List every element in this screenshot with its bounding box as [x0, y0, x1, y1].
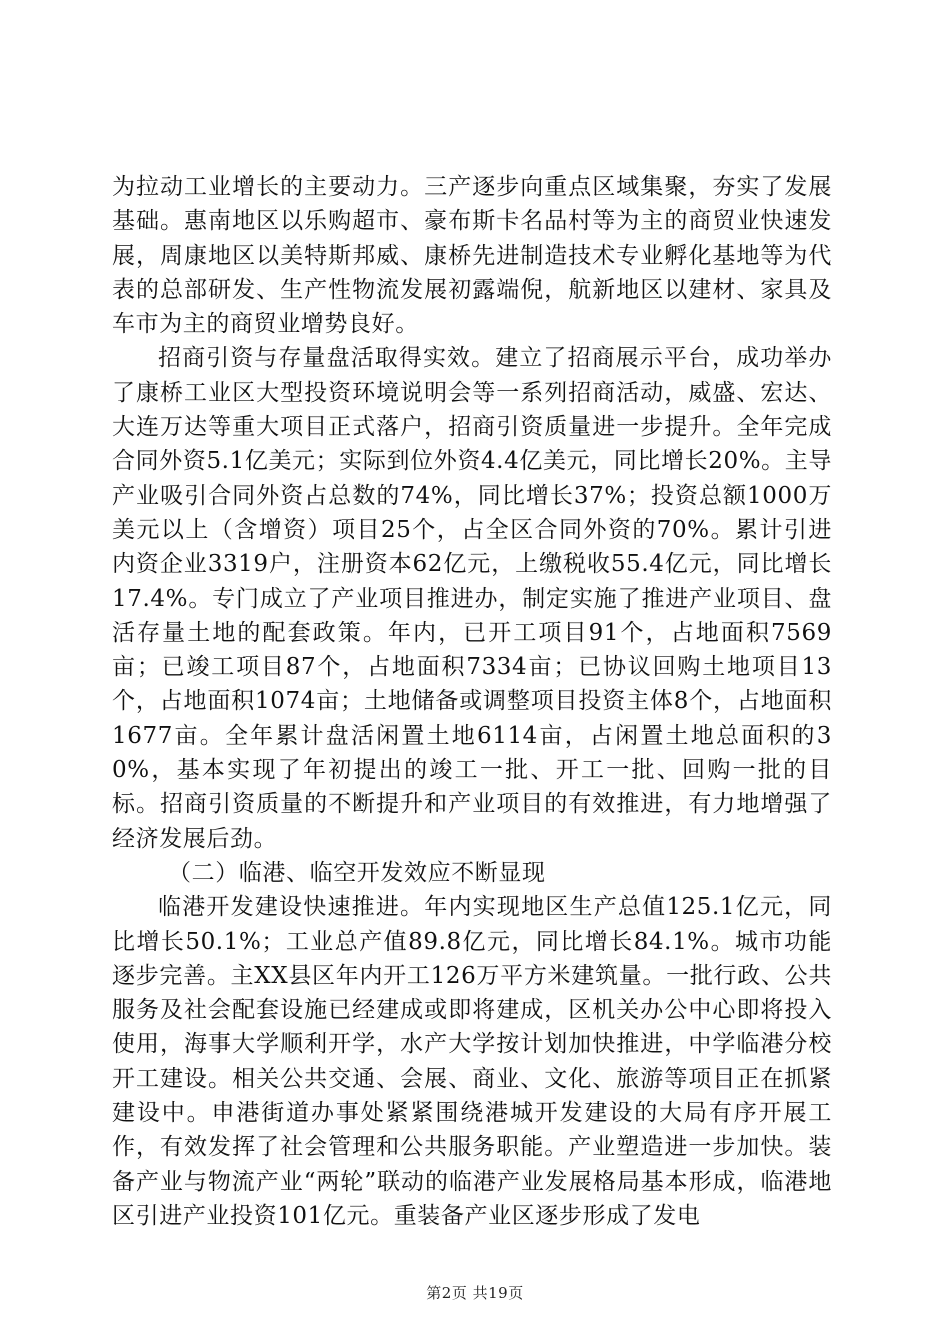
paragraph-continuation: 为拉动工业增长的主要动力。三产逐步向重点区域集聚，夯实了发展基础。惠南地区以乐购超市、豪布斯卡名品村等为主的商贸业快速发展，周康地区以美特斯邦威、康桥先进制造技术专业孵化基地等为代表的总部研发、生产性物流发展初露端倪，航新地区以建材、家具及车市为主的商贸业增势良好。 — [112, 174, 832, 338]
document-body — [112, 170, 832, 1233]
page-footer: 第2页 共19页 — [426, 1284, 524, 1302]
paragraph-investment: 招商引资与存量盘活取得实效。建立了招商展示平台，成功举办了康桥工业区大型投资环境说明会等一系列招商活动，威盛、宏达、大连万达等重大项目正式落户，招商引资质量进一步提升。全年完成合同外资5.1亿美元；实际到位外资4.4亿美元，同比增长20%。主导产业吸引合同外资占总数的74%，同比增长37%；投资总额1000万美元以上（含增资）项目25个，占全区合同外资的70%。累计引进内资企业3319户，注册资本62亿元，上缴税收55.4亿元，同比增长17.4%。专门成立了产业项目推进办，制定实施了推进产业项目、盘活存量土地的配套政策。年内，已开工项目91个，占地面积7569亩；已竣工项目87个，占地面积7334亩；已协议回购土地项目13个，占地面积1074亩；土地储备或调整项目投资主体8个，占地面积1677亩。全年累计盘活闲置土地6114亩，占闲置土地总面积的30%，基本实现了年初提出的竣工一批、开工一批、回购一批的目标。招商引资质量的不断提升和产业项目的有效推进，有力地增强了经济发展后劲。 — [112, 345, 832, 852]
section-heading: （二）临港、临空开发效应不断显现 — [168, 859, 546, 886]
paragraph-lingang: 临港开发建设快速推进。年内实现地区生产总值125.1亿元，同比增长50.1%；工业总产值89.8亿元，同比增长84.1%。城市功能逐步完善。主XX县区年内开工126万平方米建筑量。一批行政、公共服务及社会配套设施已经建成或即将建成，区机关办公中心即将投入使用，海事大学顺利开学，水产大学按计划加快推进，中学临港分校开工建设。相关公共交通、会展、商业、文化、旅游等项目正在抓紧建设中。申港街道办事处紧紧围绕港城开发建设的大局有序开展工作，有效发挥了社会管理和公共服务职能。产业塑造进一步加快。装备产业与物流产业“两轮”联动的临港产业发展格局基本形成，临港地区引进产业投资101亿元。重装备产业区逐步形成了发电 — [112, 894, 832, 1229]
